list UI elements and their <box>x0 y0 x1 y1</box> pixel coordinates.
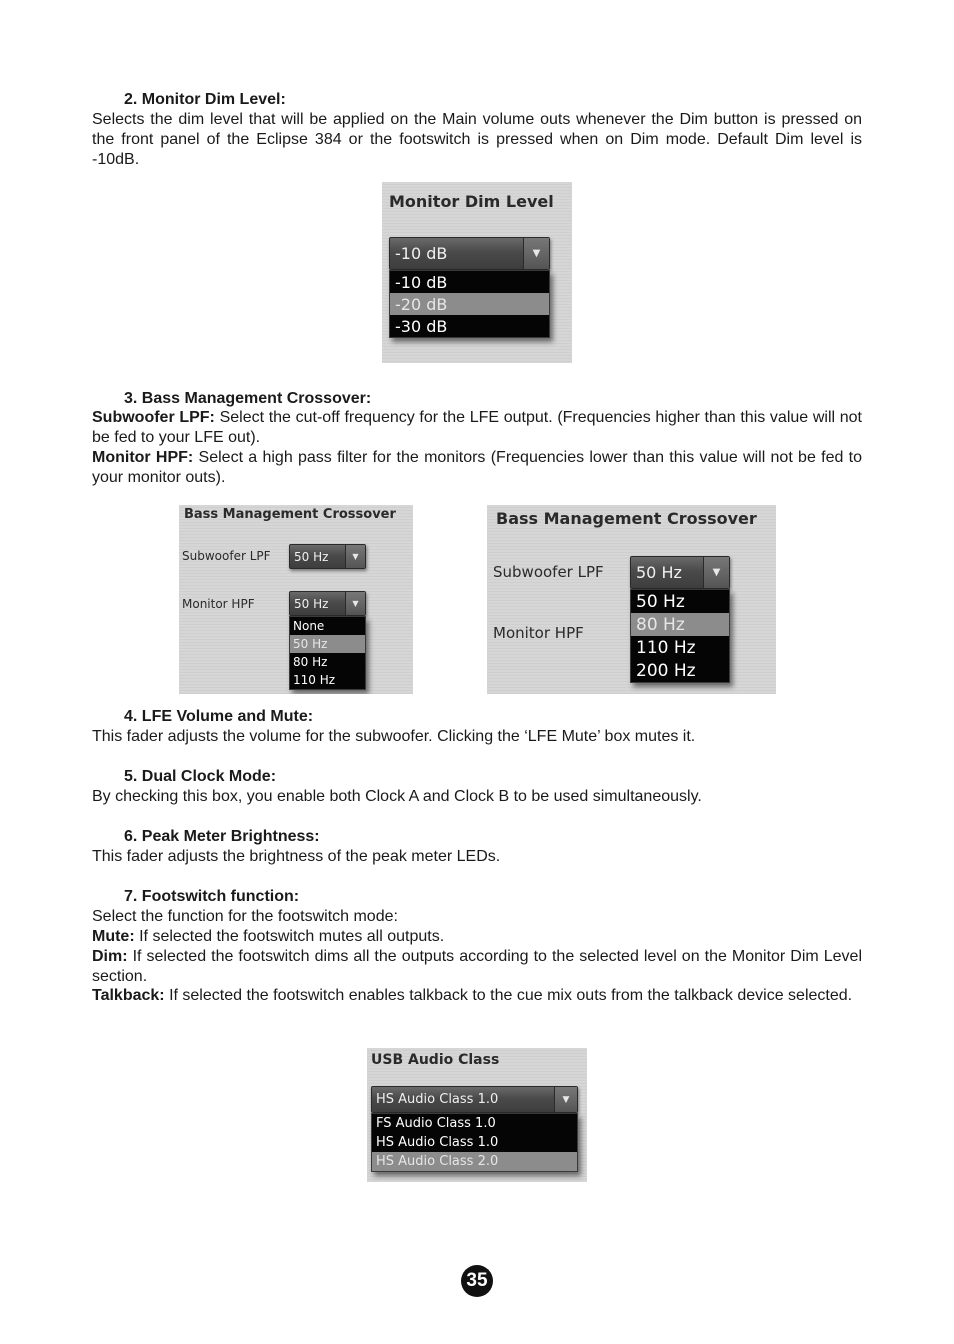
dropdown-option[interactable]: 80 Hz <box>293 655 328 669</box>
footswitch-dim-paragraph <box>92 947 862 987</box>
term: Monitor HPF: <box>92 449 194 466</box>
panel-title: Bass Management Crossover <box>496 509 757 528</box>
monitor-hpf-dropdown[interactable] <box>289 591 366 616</box>
monitor-hpf-label: Monitor HPF <box>182 597 255 611</box>
term: Dim: <box>92 948 128 965</box>
page-number: 35 <box>461 1265 493 1297</box>
dropdown-option[interactable]: 50 Hz <box>290 635 365 653</box>
dropdown-option[interactable]: HS Audio Class 1.0 <box>376 1135 499 1150</box>
monitor-hpf-options <box>289 616 366 690</box>
footswitch-intro: Select the function for the footswitch mode: <box>92 908 398 925</box>
section-body-lfe: This fader adjusts the volume for the subwoofer. Clicking the ‘LFE Mute’ box mutes it. <box>92 728 696 745</box>
section-heading-peak: 6. Peak Meter Brightness: <box>124 828 320 845</box>
dropdown-option[interactable]: 80 Hz <box>631 613 729 636</box>
chevron-down-icon[interactable]: ▼ <box>345 545 365 568</box>
term: Mute: <box>92 928 135 945</box>
section-body-peak: This fader adjusts the brightness of the peak meter LEDs. <box>92 848 501 865</box>
description: If selected the footswitch dims all the outputs according to the selected level on the Monitor Dim Level section. <box>92 948 862 985</box>
dropdown-option[interactable]: 50 Hz <box>636 591 685 612</box>
panel-title: USB Audio Class <box>371 1052 500 1068</box>
section-body-clock: By checking this box, you enable both Clock A and Clock B to be used simultaneously. <box>92 788 702 805</box>
description: If selected the footswitch mutes all outputs. <box>134 928 445 945</box>
term: Talkback: <box>92 987 165 1004</box>
section-heading-dim: 2. Monitor Dim Level: <box>124 91 286 108</box>
section-heading-bass: 3. Bass Management Crossover: <box>124 390 372 407</box>
dropdown-option[interactable]: None <box>293 619 325 633</box>
monitor-hpf-paragraph <box>92 448 862 488</box>
chevron-down-icon[interactable]: ▼ <box>554 1087 577 1112</box>
usb-audio-class-dropdown[interactable] <box>371 1086 578 1113</box>
subwoofer-lpf-label: Subwoofer LPF <box>493 563 604 581</box>
chevron-down-icon[interactable]: ▼ <box>345 592 365 615</box>
dropdown-option[interactable]: -10 dB <box>395 272 448 292</box>
subwoofer-lpf-dropdown[interactable] <box>289 544 366 569</box>
footswitch-mute-paragraph <box>92 927 862 947</box>
section-heading-footswitch: 7. Footswitch function: <box>124 888 300 905</box>
subwoofer-lpf-paragraph <box>92 408 862 448</box>
section-heading-lfe: 4. LFE Volume and Mute: <box>124 708 314 725</box>
dropdown-value: 50 Hz <box>294 549 329 564</box>
subwoofer-lpf-options <box>630 589 730 683</box>
panel-title: Bass Management Crossover <box>184 507 396 522</box>
monitor-hpf-label: Monitor HPF <box>493 624 584 642</box>
term: Subwoofer LPF: <box>92 409 215 426</box>
monitor-dim-level-panel <box>382 182 572 363</box>
description: If selected the footswitch enables talkback to the cue mix outs from the talkback device selected. <box>164 987 853 1004</box>
usb-audio-class-panel <box>367 1048 587 1182</box>
dropdown-value: 50 Hz <box>294 596 329 611</box>
dropdown-value: -10 dB <box>395 244 448 263</box>
dropdown-value: HS Audio Class 1.0 <box>376 1092 499 1107</box>
dim-level-dropdown[interactable] <box>389 237 550 270</box>
usb-audio-class-options <box>371 1113 578 1172</box>
dropdown-option[interactable]: 200 Hz <box>636 660 696 681</box>
bass-management-panel-small <box>179 505 413 694</box>
section-body-dim: Selects the dim level that will be applied on the Main volume outs whenever the Dim button is pressed on the front panel of the Eclipse 384 or the footswitch is pressed when on Dim mode. Default Dim level is -10dB. <box>92 111 862 168</box>
dropdown-value: 50 Hz <box>636 563 682 582</box>
dropdown-option[interactable]: FS Audio Class 1.0 <box>376 1116 496 1131</box>
panel-title: Monitor Dim Level <box>389 192 554 211</box>
dropdown-option[interactable]: HS Audio Class 2.0 <box>372 1152 577 1171</box>
bass-management-panel-large <box>487 505 776 694</box>
section-heading-clock: 5. Dual Clock Mode: <box>124 768 277 785</box>
subwoofer-lpf-label: Subwoofer LPF <box>182 549 271 563</box>
chevron-down-icon[interactable]: ▼ <box>703 557 729 588</box>
description: Select a high pass filter for the monitors (Frequencies lower than this value will not be fed to your monitor outs). <box>92 449 862 486</box>
description: Select the cut-off frequency for the LFE output. (Frequencies higher than this value will not be fed to your LFE out). <box>92 409 862 446</box>
dropdown-option[interactable]: 110 Hz <box>636 637 696 658</box>
footswitch-talkback-paragraph <box>92 986 862 1006</box>
dropdown-option[interactable]: -30 dB <box>395 316 448 336</box>
dropdown-option[interactable]: -20 dB <box>390 293 549 315</box>
subwoofer-lpf-dropdown[interactable] <box>630 556 730 589</box>
dropdown-option[interactable]: 110 Hz <box>293 673 336 687</box>
dim-level-options <box>389 270 550 338</box>
chevron-down-icon[interactable]: ▼ <box>523 238 549 269</box>
